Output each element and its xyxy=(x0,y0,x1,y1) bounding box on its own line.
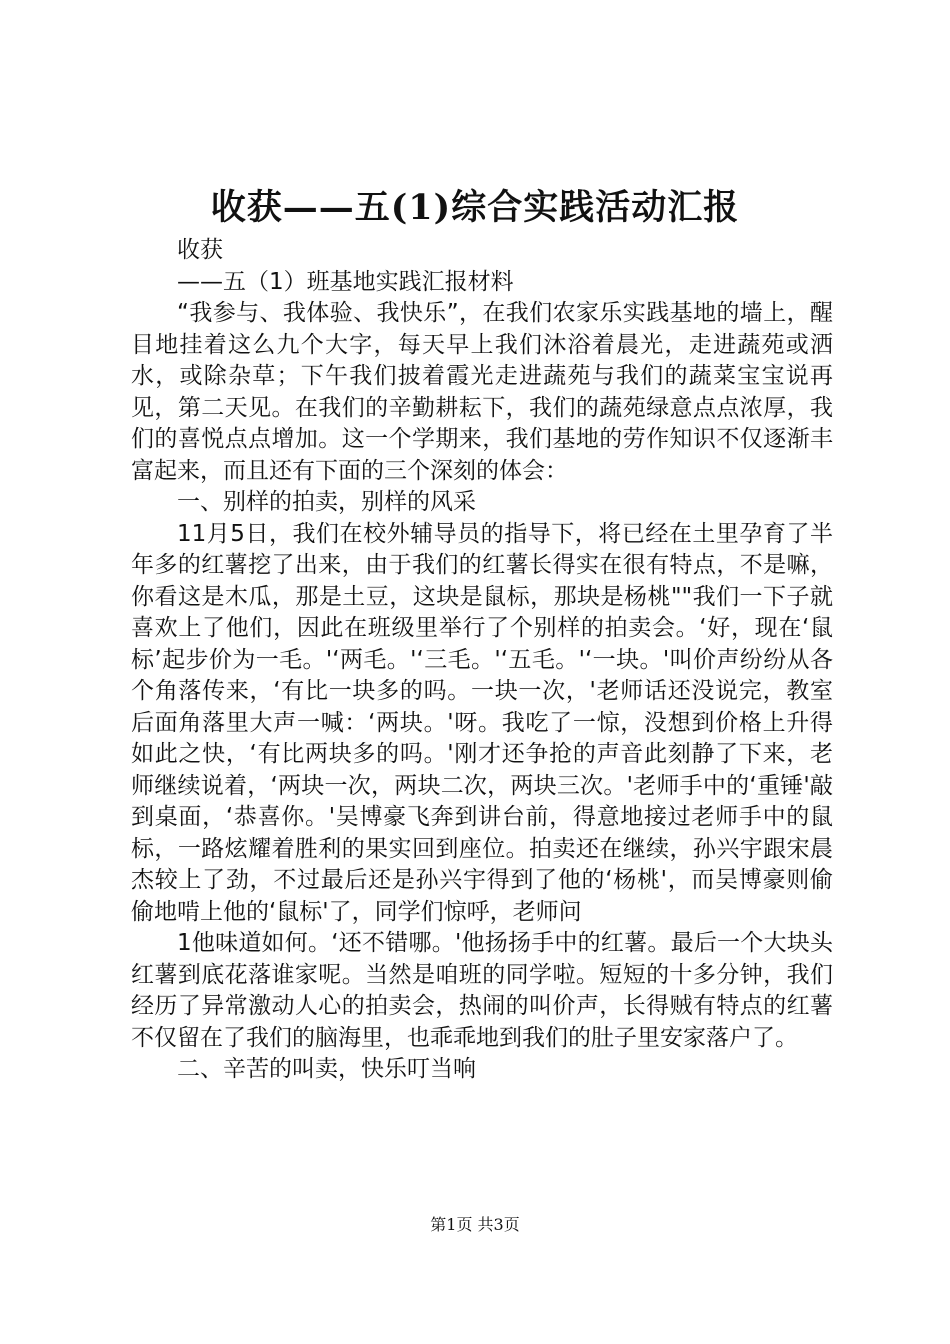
page-footer: 第1页 共3页 xyxy=(430,1215,520,1234)
section-heading-1: 一、别样的拍卖，别样的风采 xyxy=(177,489,476,515)
document-body xyxy=(131,235,833,1086)
subtitle-line: ——五（1）班基地实践汇报材料 xyxy=(177,268,514,295)
section-heading-2: 二、辛苦的叫卖，快乐叮当响 xyxy=(177,1056,476,1082)
intro-paragraph: “我参与、我体验、我快乐”，在我们农家乐实践基地的墙上，醒目地挂着这么九个大字，每天早上我们沐浴着晨光，走进蔬苑或洒水，或除杂草；下午我们披着霞光走进蔬苑与我们的蔬菜宝宝说再见，第二天见。在我们的辛勤耕耘下，我们的蔬苑绿意点点浓厚，我们的喜悦点点增加。这一个学期来，我们基地的劳作知识不仅逐渐丰富起来，而且还有下面的三个深刻的体会： xyxy=(131,300,833,484)
auction-conclusion-paragraph: 1他味道如何。‘还不错哪。'他扬扬手中的红薯。最后一个大块头红薯到底花落谁家呢。当然是咱班的同学啦。短短的十多分钟，我们经历了异常激动人心的拍卖会，热闹的叫价声，长得贼有特点的红薯不仅留在了我们的脑海里，也乖乖地到我们的肚子里安家落户了。 xyxy=(131,930,833,1051)
subtitle-heading: 收获 xyxy=(177,237,223,263)
auction-paragraph: 11月5日，我们在校外辅导员的指导下，将已经在土里孕育了半年多的红薯挖了出来，由于我们的红薯长得实在很有特点，不是嘛，你看这是木瓜，那是土豆，这块是鼠标，那块是杨桃""我们一下子就喜欢上了他们，因此在班级里举行了个别样的拍卖会。‘好，现在‘鼠标’起步价为一毛。'‘两毛。'‘三毛。'‘五毛。'‘一块。'叫价声纷纷从各个角落传来，‘有比一块多的吗。一块一次，'老师话还没说完，教室后面角落里大声一喊：‘两块。'呀。我吃了一惊，没想到价格上升得如此之快，‘有比两块多的吗。'刚才还争抢的声音此刻静了下来，老师继续说着，‘两块一次，两块二次，两块三次。'老师手中的‘重锤'敲到桌面，‘恭喜你。'吴博豪飞奔到讲台前，得意地接过老师手中的鼠标，一路炫耀着胜利的果实回到座位。拍卖还在继续，孙兴宇跟宋晨杰较上了劲，不过最后还是孙兴宇得到了他的‘杨桃'，而吴博豪则偷偷地啃上他的‘鼠标'了，同学们惊呼，老师问 xyxy=(131,520,833,925)
document-title: 收获——五(1)综合实践活动汇报 xyxy=(210,187,740,228)
